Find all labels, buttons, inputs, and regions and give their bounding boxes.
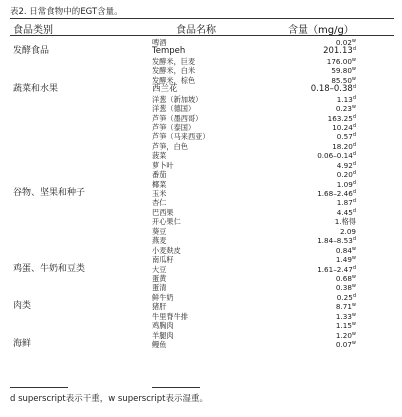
unit-basis-marker: d — [352, 264, 356, 271]
table-row — [0, 293, 402, 302]
unit-basis-marker: w — [351, 302, 356, 309]
table-row — [0, 123, 402, 132]
unit-basis-marker: d — [352, 179, 356, 186]
content-value: 0.20 — [336, 170, 353, 180]
table-footnote: d superscript表示干重，w superscript表示湿重。 — [10, 394, 208, 404]
content-value: 10.24 — [332, 122, 353, 132]
food-cell: 西兰花 — [152, 84, 178, 95]
content-cell — [337, 161, 356, 170]
food-cell: 开心果仁 — [152, 217, 181, 227]
unit-basis-marker: d — [352, 132, 356, 139]
content-cell — [332, 142, 356, 151]
table-row — [0, 321, 402, 330]
unit-basis-marker: w — [351, 255, 356, 262]
unit-basis-marker: d — [352, 113, 356, 120]
content-cell — [331, 66, 356, 75]
food-cell: 洋葱（新加坡） — [152, 94, 203, 104]
content-value: 201.13 — [323, 46, 353, 57]
seafood-underline — [10, 387, 68, 388]
unit-basis-marker: d — [352, 198, 356, 205]
food-cell: 啤酒 — [152, 38, 167, 47]
unit-basis-marker: w — [351, 38, 356, 44]
content-cell — [336, 340, 356, 349]
unit-basis-marker: d — [352, 94, 356, 101]
content-cell — [337, 208, 356, 217]
category-cell: 发酵食品 — [13, 46, 50, 57]
category-cell: 蔬菜和水果 — [13, 84, 59, 95]
table-row — [0, 265, 402, 274]
food-cell: 鸡胸肉 — [152, 321, 174, 331]
eel-underline — [152, 387, 200, 388]
content-value: 0.84 — [335, 245, 352, 255]
table-row — [0, 331, 402, 340]
food-cell: 发酵米，巨麦 — [152, 56, 196, 66]
content-value: 59.80 — [331, 66, 352, 76]
unit-basis-marker: d — [352, 189, 356, 195]
unit-basis-marker: d — [352, 170, 356, 177]
unit-basis-marker: d — [352, 292, 356, 299]
table-row — [0, 132, 402, 141]
content-value: 85.50 — [331, 75, 352, 85]
category-cell: 鸡蛋、牛奶和豆类 — [13, 263, 86, 274]
content-cell — [336, 331, 356, 340]
content-value: 1.87 — [336, 198, 353, 208]
food-cell: 蛋清 — [152, 283, 167, 293]
food-cell: 葵豆 — [152, 226, 167, 236]
content-cell — [327, 57, 356, 66]
food-cell: 发酵米，白米 — [152, 66, 196, 76]
content-value: 1.20 — [335, 330, 352, 340]
table-row — [0, 47, 402, 56]
category-cell: 海鲜 — [13, 339, 32, 349]
table-row — [0, 104, 402, 113]
header-food: 食品名称 — [176, 25, 216, 36]
unit-basis-marker: d — [352, 141, 356, 148]
content-value: 1.49 — [335, 255, 352, 265]
content-value: 4.92 — [336, 160, 353, 170]
content-cell — [311, 85, 356, 94]
table-row — [0, 151, 402, 160]
table-row — [0, 161, 402, 170]
unit-basis-marker: d — [352, 84, 356, 91]
table-row — [0, 95, 402, 104]
content-cell — [336, 255, 356, 264]
table-row — [0, 85, 402, 94]
unit-basis-marker: w — [351, 245, 356, 252]
table-row — [0, 246, 402, 255]
food-cell: 羊腿肉 — [152, 330, 174, 340]
food-cell: 萝卜叶 — [152, 160, 174, 170]
table-row — [0, 302, 402, 311]
content-value: 1.61–2.47 — [317, 264, 353, 274]
content-cell — [336, 283, 356, 292]
content-value: 163.25 — [327, 113, 353, 123]
unit-basis-marker: w — [351, 56, 356, 63]
content-cell — [337, 95, 356, 104]
content-value: 1.13 — [336, 94, 353, 104]
content-value: 8.71 — [335, 302, 352, 312]
table-row — [0, 236, 402, 245]
content-value: 1.格得 — [334, 217, 356, 227]
content-value: 176.00 — [326, 56, 352, 66]
content-cell — [317, 151, 356, 160]
unit-basis-marker: d — [352, 122, 356, 129]
food-cell: 大豆 — [152, 264, 167, 274]
food-cell: 南瓜籽 — [152, 255, 174, 265]
food-cell: 巴西果 — [152, 207, 174, 217]
category-cell: 肉类 — [13, 301, 32, 312]
content-value: 0.25 — [336, 292, 353, 302]
content-value: 1.68–2.46 — [317, 189, 353, 198]
content-cell — [336, 321, 356, 330]
content-cell — [337, 180, 356, 189]
food-cell: 鳗鱼 — [152, 340, 167, 349]
food-cell: 芦笋（墨西哥） — [152, 113, 203, 123]
unit-basis-marker: d — [352, 160, 356, 167]
content-value: 4.45 — [336, 207, 353, 217]
content-value: 0.38 — [335, 283, 352, 293]
header-content: 含量（mg/g） — [288, 25, 354, 36]
unit-basis-marker: w — [351, 283, 356, 290]
unit-basis-marker: w — [351, 75, 356, 82]
table-row — [0, 274, 402, 283]
table-row — [0, 189, 402, 198]
content-cell — [317, 265, 356, 274]
table-top-rule — [10, 18, 394, 19]
content-cell — [336, 104, 356, 113]
content-cell — [337, 132, 356, 141]
content-value: 1.84–8.53 — [317, 236, 353, 246]
table-row — [0, 142, 402, 151]
content-cell — [336, 312, 356, 321]
table-row — [0, 227, 402, 236]
food-cell: Tempeh — [152, 46, 186, 57]
content-cell — [328, 114, 356, 123]
table-row — [0, 283, 402, 292]
unit-basis-marker: d — [352, 207, 356, 214]
unit-basis-marker: d — [352, 151, 356, 158]
content-cell — [317, 236, 356, 245]
header-category: 食品类别 — [13, 25, 53, 36]
unit-basis-marker: w — [351, 330, 356, 337]
table-caption: 表2. 日常食物中的EGT含量。 — [10, 7, 123, 17]
content-value: 0.02 — [335, 38, 352, 47]
food-cell: 芦笋（泰国） — [152, 122, 196, 132]
header-bottom-rule — [10, 35, 394, 36]
content-cell — [317, 189, 356, 198]
food-cell: 牛里脊牛排 — [152, 311, 188, 321]
food-cell: 发酵米，棕色 — [152, 75, 196, 85]
unit-basis-marker: w — [351, 321, 356, 328]
food-cell: 芦笋（马来西亚） — [152, 132, 210, 142]
content-cell — [336, 274, 356, 283]
content-value: 0.68 — [335, 273, 352, 283]
food-cell: 菠菜 — [152, 151, 167, 161]
content-value: 0.57 — [336, 132, 353, 142]
table-body — [0, 38, 402, 349]
content-value: 18.20 — [332, 141, 353, 151]
content-value: 1.09 — [336, 179, 353, 189]
content-value: 0.18–0.38 — [310, 84, 353, 95]
table-row — [0, 340, 402, 349]
content-value: 2.09 — [339, 226, 356, 236]
food-cell: 洋葱（德国） — [152, 104, 196, 114]
unit-basis-marker: w — [351, 104, 356, 111]
content-cell — [323, 47, 356, 56]
unit-basis-marker: w — [351, 66, 356, 73]
unit-basis-marker: w — [351, 340, 356, 346]
content-cell — [337, 198, 356, 207]
unit-basis-marker: d — [352, 46, 356, 53]
food-cell: 燕麦 — [152, 236, 167, 246]
food-cell: 杏仁 — [152, 198, 167, 208]
content-cell — [336, 246, 356, 255]
content-cell — [337, 170, 356, 179]
food-cell: 番茄 — [152, 170, 167, 180]
food-cell: 椰菜 — [152, 179, 167, 189]
content-cell — [337, 293, 356, 302]
unit-basis-marker: d — [352, 236, 356, 243]
table-row — [0, 312, 402, 321]
unit-basis-marker: w — [351, 273, 356, 280]
food-cell: 小麦麸皮 — [152, 245, 181, 255]
content-value: 1.15 — [335, 321, 352, 331]
table-row — [0, 198, 402, 207]
food-cell: 猪肝 — [152, 302, 167, 312]
food-cell: 芦笋，白色 — [152, 141, 188, 151]
content-cell — [340, 227, 356, 236]
table-row — [0, 217, 402, 226]
food-cell: 玉米 — [152, 189, 167, 198]
content-cell — [335, 217, 356, 226]
content-value: 1.33 — [335, 311, 352, 321]
food-cell: 鲜牛奶 — [152, 292, 174, 302]
category-cell: 谷物、坚果和种子 — [13, 188, 86, 198]
content-cell — [332, 123, 356, 132]
table-row — [0, 114, 402, 123]
content-value: 0.06–0.14 — [317, 151, 353, 161]
table-row — [0, 208, 402, 217]
content-value: 0.23 — [335, 104, 352, 114]
food-cell: 蛋黄 — [152, 273, 167, 283]
table-row — [0, 57, 402, 66]
content-value: 0.07 — [335, 340, 352, 349]
table-row — [0, 170, 402, 179]
table-row — [0, 66, 402, 75]
content-cell — [336, 302, 356, 311]
unit-basis-marker: w — [351, 311, 356, 318]
